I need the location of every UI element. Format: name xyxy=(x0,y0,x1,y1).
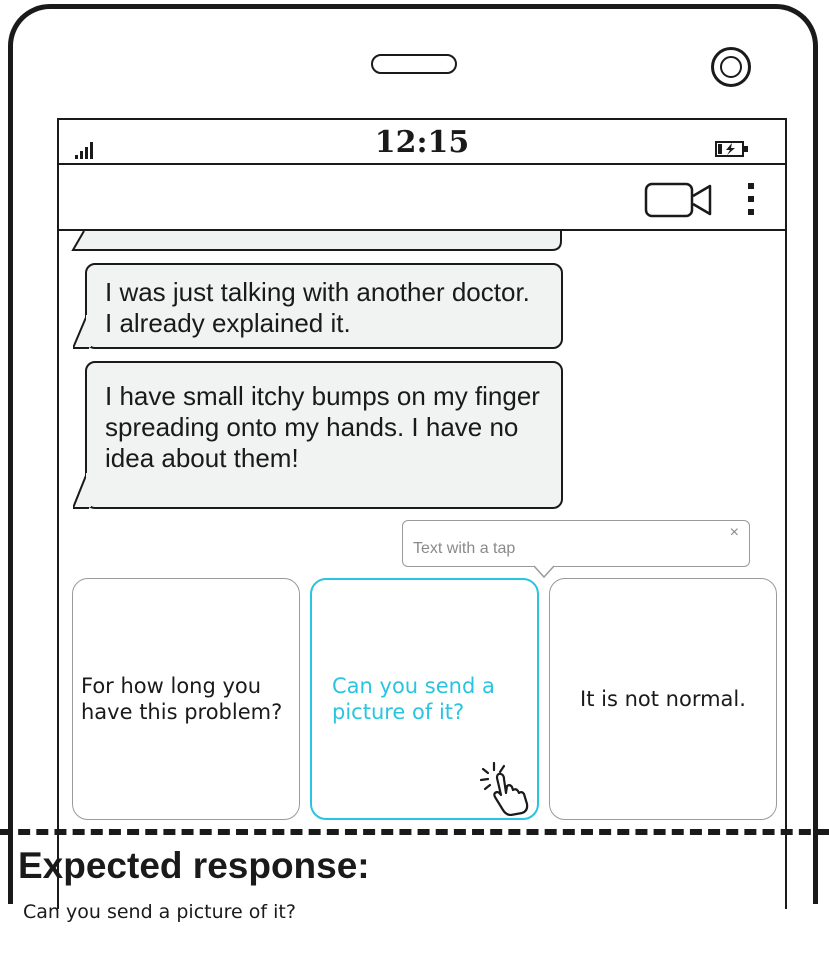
reply-option-label: For how long you have this problem? xyxy=(81,674,283,724)
message-text: I have small itchy bumps on my finger spreading onto my hands. I have no idea about them! xyxy=(105,381,540,473)
chat-app-bar xyxy=(59,165,785,231)
previous-message-bubble xyxy=(59,231,579,253)
reply-option-label: It is not normal. xyxy=(580,687,746,711)
reply-option-label: Can you send a picture of it? xyxy=(332,674,495,724)
tooltip-text: Text with a tap xyxy=(413,540,516,557)
tap-hint-tooltip xyxy=(402,520,750,567)
separator xyxy=(0,829,829,835)
close-icon[interactable]: × xyxy=(729,524,739,541)
message-bubble xyxy=(85,361,563,509)
speaker-grille xyxy=(371,54,457,74)
bubble-tail xyxy=(73,315,103,349)
reply-option[interactable] xyxy=(72,578,300,820)
phone-frame xyxy=(8,4,818,904)
status-bar xyxy=(59,120,785,165)
reply-option[interactable] xyxy=(549,578,777,820)
more-vertical-icon[interactable] xyxy=(745,183,757,215)
message-bubble xyxy=(85,263,563,349)
hand-tap-icon xyxy=(479,760,535,816)
expected-response-text: Can you send a picture of it? xyxy=(23,901,296,923)
video-camera-icon[interactable] xyxy=(644,182,714,218)
front-camera-icon xyxy=(711,47,751,87)
expected-response-label: Expected response: xyxy=(18,845,370,886)
tooltip-pointer xyxy=(534,565,556,579)
message-text: I was just talking with another doctor. I already explained it. xyxy=(105,277,530,338)
bubble-tail xyxy=(73,473,103,509)
phone-screen xyxy=(57,118,787,909)
battery-charging-icon xyxy=(715,141,749,157)
status-time: 12:15 xyxy=(374,125,470,160)
